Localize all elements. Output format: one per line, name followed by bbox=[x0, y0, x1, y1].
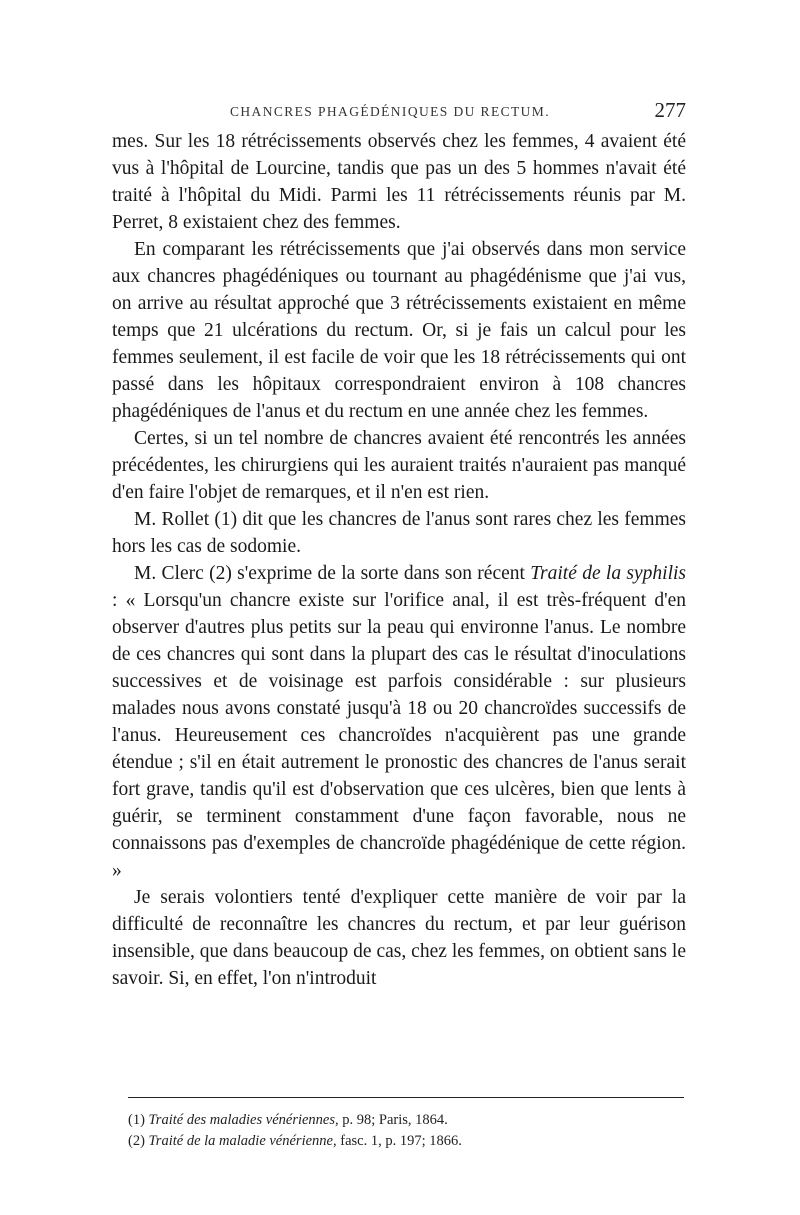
paragraph-1: mes. Sur les 18 rétrécissements observés chez les femmes, 4 avaient été vus à l'hôpital de Lourcine, tandis que pas un des 5 hommes n'avait été traité à l'hôpital du Midi. Parmi les 11 rétrécissements réunis par M. Perret, 8 existaient chez des femmes. bbox=[112, 131, 686, 233]
cited-work-title: Traité de la syphilis bbox=[530, 563, 686, 584]
paragraph-3: Certes, si un tel nombre de chancres avaient été rencontrés les années précédentes, les chirurgiens qui les auraient traités n'auraient pas manqué d'en faire l'objet de remarques, et il n'en est rien. bbox=[112, 428, 686, 503]
running-title: CHANCRES PHAGÉDÉNIQUES DU RECTUM. bbox=[230, 104, 550, 119]
page-number: 277 bbox=[654, 98, 686, 122]
quotation: : « Lorsqu'un chancre existe sur l'orifice anal, il est très-fréquent d'en observer d'autres plus petits sur la peau qui environne l'anus. Le nombre de ces chancres qui sont dans la plupart des cas le résultat d'inoculations successives et de voisinage est parfois considérable : sur plusieurs malades nous avons constaté jusqu'à 18 ou 20 chancroïdes successifs de l'anus. Heureusement ces chancroïdes n'acquièrent pas une grande étendue ; s'il en était autrement le pronostic des chancres de l'anus serait fort grave, tandis qu'il est d'observation que ces ulcères, bien que lents à guérir, se terminent constamment d'une façon favorable, nous ne connaissons pas d'exemples de chancroïde phagédénique de cette région. » bbox=[112, 590, 686, 881]
footnote-mark: (2) bbox=[128, 1133, 145, 1149]
footnote-rest: , p. 98; Paris, 1864. bbox=[335, 1112, 448, 1128]
footnote-2 bbox=[128, 1131, 688, 1152]
footnote-1 bbox=[128, 1110, 688, 1131]
footnotes bbox=[128, 1110, 688, 1152]
paragraph-2: En comparant les rétrécissements que j'ai observés dans mon service aux chancres phagédéniques ou tournant au phagédénisme que j'ai vus, on arrive au résultat approché que 3 rétrécissements existaient en même temps que 21 ulcérations du rectum. Or, si je fais un calcul pour les femmes seulement, il est facile de voir que les 18 rétrécissements qui ont passé dans les hôpitaux correspondraient environ à 108 chancres phagédéniques de l'anus et du rectum en une année chez les femmes. bbox=[112, 239, 686, 422]
paragraph-5-lead: M. Clerc (2) s'exprime de la sorte dans son récent bbox=[134, 563, 531, 584]
paragraph-5 bbox=[112, 560, 686, 884]
footnote-title: Traité des maladies vénériennes bbox=[148, 1112, 336, 1128]
running-head bbox=[112, 98, 686, 126]
paragraph-4: M. Rollet (1) dit que les chancres de l'anus sont rares chez les femmes hors les cas de sodomie. bbox=[112, 509, 686, 557]
body-text bbox=[112, 128, 686, 992]
footnote-rule bbox=[128, 1097, 684, 1098]
footnote-title: Traité de la maladie vénérienne bbox=[148, 1133, 333, 1149]
footnote-mark: (1) bbox=[128, 1112, 145, 1128]
footnote-rest: , fasc. 1, p. 197; 1866. bbox=[332, 1133, 462, 1149]
paragraph-6: Je serais volontiers tenté d'expliquer cette manière de voir par la difficulté de reconnaître les chancres du rectum, et par leur guérison insensible, que dans beaucoup de cas, chez les femmes, on obtient sans le savoir. Si, en effet, l'on n'introduit bbox=[112, 887, 686, 989]
